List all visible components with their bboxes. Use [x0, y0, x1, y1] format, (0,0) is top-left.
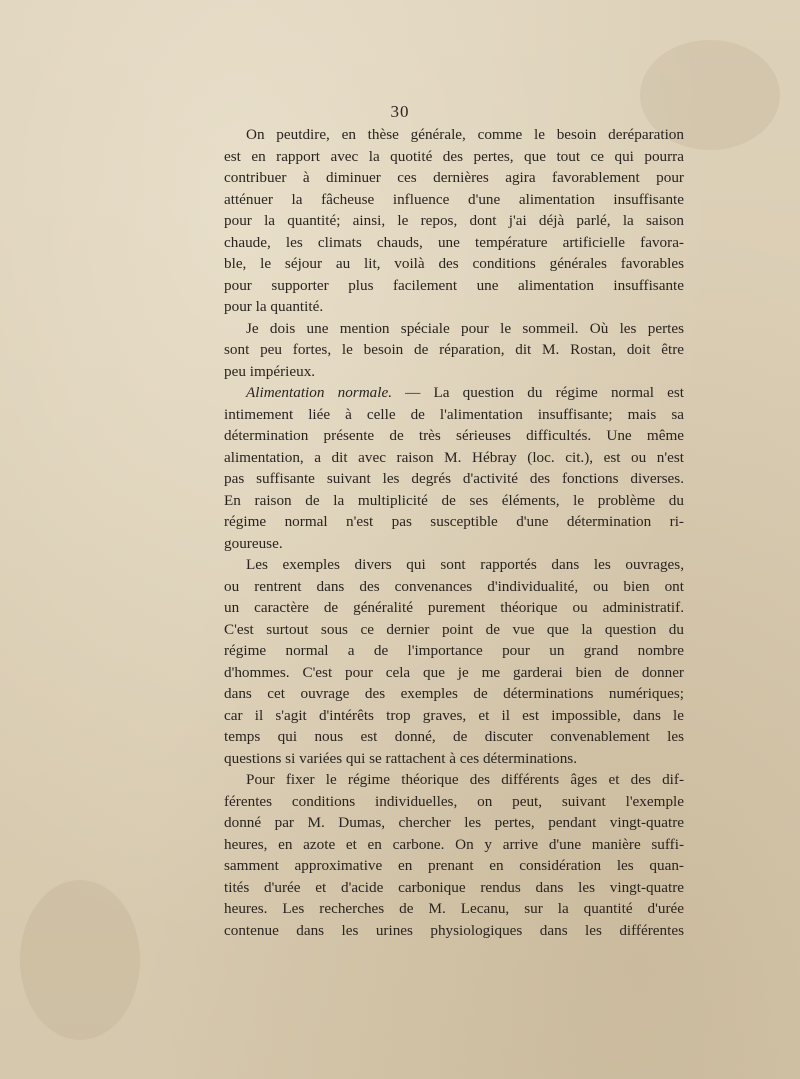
- text-line: [224, 834, 684, 856]
- text-line: [224, 189, 684, 211]
- text-line: [224, 791, 684, 813]
- text-line-content: heures, en azote et en carbone. On y arrive d'une manière suffi-: [224, 835, 684, 853]
- text-line: [224, 576, 684, 598]
- text-line-content: C'est surtout sous ce dernier point de vue que la question du: [224, 620, 684, 638]
- text-line-content: férentes conditions individuelles, on peut, suivant l'exemple: [224, 792, 684, 810]
- text-line: [224, 619, 684, 641]
- text-line: [224, 554, 684, 576]
- text-line: [224, 146, 684, 168]
- text-line: [224, 425, 684, 447]
- text-line: [224, 490, 684, 512]
- text-line: [224, 382, 684, 404]
- text-line-content: Pour fixer le régime théorique des différents âges et des dif-: [246, 771, 684, 788]
- text-line-content: — La question du régime normal est: [392, 384, 684, 401]
- text-line: [224, 404, 684, 426]
- text-line: [224, 339, 684, 361]
- text-line-content: pour la quantité.: [224, 298, 324, 315]
- text-line-content: pour la quantité; ainsi, le repos, dont j'ai déjà parlé, la saison: [224, 212, 684, 229]
- text-line: [224, 748, 684, 770]
- text-line-content: régime normal n'est pas susceptible d'une détermination ri-: [224, 513, 684, 530]
- text-line-content: dans cet ouvrage des exemples de déterminations numériques;: [224, 685, 684, 702]
- text-line-content: atténuer la fâcheuse influence d'une alimentation insuffisante: [224, 190, 684, 208]
- text-line: [224, 253, 684, 275]
- text-line-content: peu impérieux.: [224, 362, 316, 380]
- text-line: [224, 468, 684, 490]
- body-text: [224, 124, 684, 941]
- text-line-content: régime normal a de l'importance pour un grand nombre: [224, 642, 684, 659]
- section-heading: Alimentation normale.: [246, 384, 393, 401]
- text-line-content: chaude, les climats chauds, une température artificielle favora-: [224, 233, 684, 251]
- text-line: [224, 210, 684, 232]
- text-line: [224, 511, 684, 533]
- text-line-content: d'hommes. C'est pour cela que je me garderai bien de donner: [224, 663, 684, 681]
- text-line-content: pour supporter plus facilement une alimentation insuffisante: [224, 276, 684, 294]
- text-line-content: donné par M. Dumas, chercher les pertes, pendant vingt-quatre: [224, 814, 684, 831]
- text-line: [224, 877, 684, 899]
- text-line: [224, 920, 684, 942]
- text-line-content: En raison de la multiplicité de ses éléments, le problème du: [224, 491, 684, 509]
- text-line-content: alimentation, a dit avec raison M. Hébray (loc. cit.), est ou n'est: [224, 448, 684, 466]
- text-line: [224, 167, 684, 189]
- text-line-content: heures. Les recherches de M. Lecanu, sur la quantité d'urée: [224, 900, 684, 917]
- text-line-content: goureuse.: [224, 534, 283, 552]
- text-line: [224, 898, 684, 920]
- text-line-content: est en rapport avec la quotité des pertes, que tout ce qui pourra: [224, 147, 684, 165]
- text-line: [224, 232, 684, 254]
- text-line-content: On peutdire, en thèse générale, comme le besoin deréparation: [246, 126, 684, 143]
- text-line-content: pas suffisante suivant les degrés d'activité des fonctions diverses.: [224, 470, 684, 487]
- text-line: [224, 447, 684, 469]
- text-line-content: un caractère de généralité purement théorique ou administratif.: [224, 599, 684, 616]
- text-line-content: Je dois une mention spéciale pour le sommeil. Où les pertes: [246, 319, 684, 337]
- text-line-content: questions si variées qui se rattachent à ces déterminations.: [224, 749, 577, 767]
- text-line: [224, 640, 684, 662]
- text-line: [224, 124, 684, 146]
- text-line: [224, 296, 684, 318]
- text-line-content: ou rentrent dans des convenances d'individualité, ou bien ont: [224, 577, 684, 595]
- text-line-content: intimement liée à celle de l'alimentation insuffisante; mais sa: [224, 405, 684, 423]
- text-line-content: détermination présente de très sérieuses difficultés. Une même: [224, 427, 684, 444]
- text-line: [224, 812, 684, 834]
- text-line: [224, 705, 684, 727]
- text-line: [224, 275, 684, 297]
- text-line: [224, 683, 684, 705]
- text-line: [224, 597, 684, 619]
- page-number: 30: [390, 102, 410, 121]
- text-line: [224, 662, 684, 684]
- text-line-content: Les exemples divers qui sont rapportés dans les ouvrages,: [246, 556, 684, 573]
- text-line-content: tités d'urée et d'acide carbonique rendus dans les vingt-quatre: [224, 878, 684, 896]
- text-line: [224, 769, 684, 791]
- text-line: [224, 855, 684, 877]
- text-line: [224, 726, 684, 748]
- text-line-content: contenue dans les urines physiologiques dans les différentes: [224, 921, 684, 939]
- text-line-content: car il s'agit d'intérêts trop graves, et il est impossible, dans le: [224, 706, 684, 724]
- text-line-content: contribuer à diminuer ces dernières agira favorablement pour: [224, 169, 684, 186]
- text-line-content: temps qui nous est donné, de discuter convenablement les: [224, 728, 684, 745]
- text-line-content: samment approximative en prenant en considération les quan-: [224, 857, 684, 874]
- text-line-content: sont peu fortes, le besoin de réparation, dit M. Rostan, doit être: [224, 341, 684, 358]
- text-line: [224, 533, 684, 555]
- paper-stain: [20, 880, 140, 1040]
- text-line-content: ble, le séjour au lit, voilà des conditions générales favorables: [224, 255, 684, 272]
- text-line: [224, 318, 684, 340]
- text-line: [224, 361, 684, 383]
